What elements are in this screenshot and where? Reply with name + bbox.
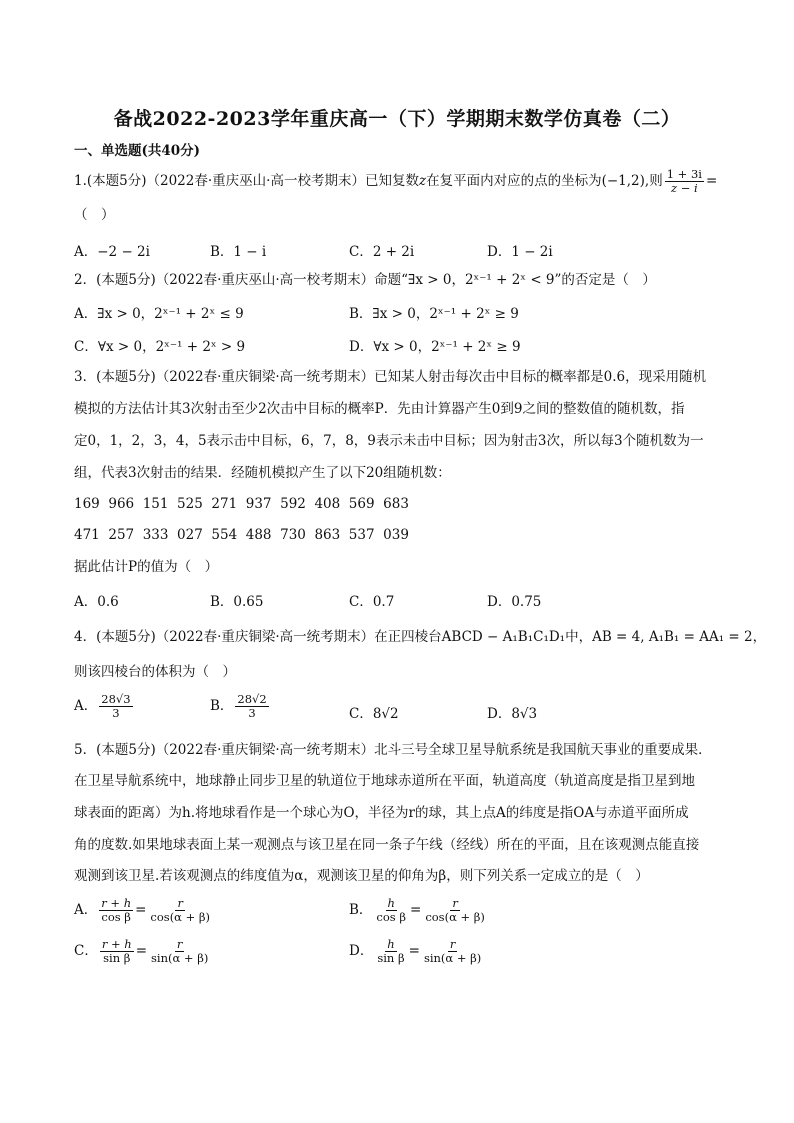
section-heading: 一、单选题(共40分) xyxy=(74,143,201,159)
q3-option-c: C．0.7 xyxy=(349,594,395,610)
q5-option-b: B． $\frac{h}{\text{cos β}}$ = $\frac{r}{\cos(\alpha + \beta)}$ xyxy=(349,896,485,924)
q4-option-b: B． $\frac{28√2}{3}$ xyxy=(210,692,267,720)
q2-option-b: B．∃x > 0，2ˣ⁻¹ + 2ˣ ≥ 9 xyxy=(349,306,519,322)
q5-option-a: A． $\frac{r + h}{\text{cos β}}$ = $\frac{r}{\cos(\alpha + \beta)}$ xyxy=(74,896,211,924)
q3-line-2: 模拟的方法估计其3次射击至少2次击中目标的概率P．先由计算器产生0到9之间的整数值的随机数，指 xyxy=(74,401,685,417)
q2-option-c: C．∀x > 0，2ˣ⁻¹ + 2ˣ > 9 xyxy=(74,339,246,355)
q3-option-a: A．0.6 xyxy=(74,594,119,610)
q3-option-d: D．0.75 xyxy=(487,594,542,610)
q1-answer-paren: （ ） xyxy=(74,207,115,223)
q1-option-b: B．1 − i xyxy=(210,244,267,260)
q3-option-b: B．0.65 xyxy=(210,594,264,610)
q1-option-d: D．1 − 2i xyxy=(487,244,553,260)
q5-line-5: 观测到该卫星.若该观测点的纬度值为α，观测该卫星的仰角为β，则下列关系一定成立的是（ ） xyxy=(74,868,649,884)
q5-line-1: 5．(本题5分)（2022春·重庆铜梁·高一统考期末）北斗三号全球卫星导航系统是我国航天事业的重要成果． xyxy=(74,742,712,758)
q3-random-numbers-row-2: 471 257 333 027 554 488 730 863 537 039 xyxy=(74,527,409,543)
q2-option-d: D．∀x > 0，2ˣ⁻¹ + 2ˣ ≥ 9 xyxy=(349,339,521,355)
q3-line-3: 定0，1，2，3，4，5表示击中目标，6，7，8，9表示未击中目标；因为射击3次，所以每3个随机数为一 xyxy=(74,433,704,449)
q5-line-4: 角的度数.如果地球表面上某一观测点与该卫星在同一条子午线（经线）所在的平面，且在该观测点能直接 xyxy=(74,837,700,853)
q4-option-a: A． $\frac{28√3}{3}$ xyxy=(74,692,131,720)
q4-option-c: C．8√2 xyxy=(349,706,399,722)
q4-line-2: 则该四棱台的体积为（ ） xyxy=(74,664,236,680)
q1-coordinate: (−1,2) xyxy=(601,173,645,189)
q1-fraction: $\frac{1 + 3i}{z - i}$ xyxy=(666,167,702,195)
q1-option-c: C．2 + 2i xyxy=(349,244,415,260)
q2-stem: 2．(本题5分)（2022春·重庆巫山·高一校考期末）命题“∃x > 0，2ˣ⁻¹ + 2ˣ < 9”的否定是（ ） xyxy=(74,272,656,288)
q5-option-d: D． $\frac{h}{\text{sin β}}$ = $\frac{r}{\sin(\alpha + \beta)}$ xyxy=(349,937,482,965)
q1-option-a: A．−2 − 2i xyxy=(74,244,150,260)
q4-line-1: 4．(本题5分)（2022春·重庆铜梁·高一统考期末）在正四棱台ABCD − A₁B₁C₁D₁中，AB = 4, A₁B₁ = AA₁ = 2， xyxy=(74,629,767,645)
q3-question: 据此估计P的值为（ ） xyxy=(74,559,219,575)
q5-line-2: 在卫星导航系统中，地球静止同步卫星的轨道位于地球赤道所在平面，轨道高度（轨道高度是指卫星到地 xyxy=(74,773,695,789)
q5-line-3: 球表面的距离）为h.将地球看作是一个球心为O，半径为r的球，其上点A的纬度是指OA与赤道平面所成 xyxy=(74,805,689,821)
q5-option-c: C． $\frac{r + h}{\text{sin β}}$ = $\frac{r}{\sin(\alpha + \beta)}$ xyxy=(74,937,209,965)
q2-option-a: A．∃x > 0，2ˣ⁻¹ + 2ˣ ≤ 9 xyxy=(74,306,244,322)
q3-line-1: 3．(本题5分)（2022春·重庆铜梁·高一统考期末）已知某人射击每次击中目标的概率都是0.6，现采用随机 xyxy=(74,369,707,385)
q1-stem: 1.(本题5分)（2022春·重庆巫山·高一校考期末）已知复数z在复平面内对应的点的坐标为(−1,2),则 $\frac{1 + 3i}{z - i}$ = xyxy=(74,167,718,195)
q3-line-4: 组，代表3次射击的结果．经随机模拟产生了以下20组随机数： xyxy=(74,465,451,481)
page-title: 备战2022-2023学年重庆高一（下）学期期末数学仿真卷（二） xyxy=(113,108,681,130)
q4-option-d: D．8√3 xyxy=(487,706,538,722)
q3-random-numbers-row-1: 169 966 151 525 271 937 592 408 569 683 xyxy=(74,496,409,512)
